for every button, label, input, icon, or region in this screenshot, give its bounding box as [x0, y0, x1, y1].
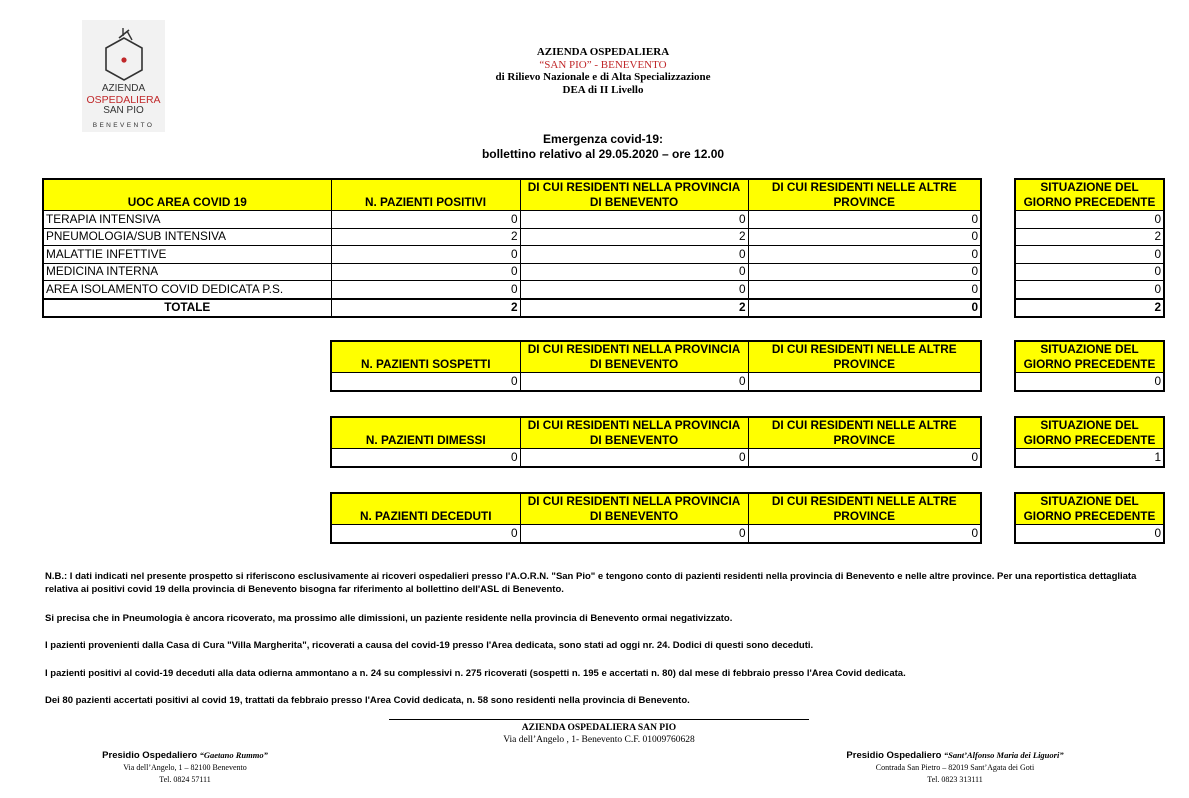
footer-center-title: AZIENDA OSPEDALIERA SAN PIO: [521, 723, 677, 733]
hospital-logo: [82, 20, 165, 132]
cell-bn: 0: [520, 281, 748, 299]
footer-center: [389, 722, 809, 746]
deceduti-table: [330, 492, 982, 544]
table-row: [43, 246, 981, 264]
deceduti-prev-table: [1014, 492, 1165, 544]
footer-left-title: Presidio Ospedaliero: [102, 750, 198, 761]
row-label: MALATTIE INFETTIVE: [43, 246, 331, 264]
cell-prec: 0: [1015, 263, 1164, 281]
header-cell: DI CUI RESIDENTI NELLA PROVINCIA DI BENEVENTO: [520, 341, 748, 373]
sospetti-prev-table: [1014, 340, 1165, 392]
cell-value: 0: [331, 373, 520, 391]
row-label: TERAPIA INTENSIVA: [43, 211, 331, 229]
table-row: [43, 228, 981, 246]
footer-divider: [389, 719, 809, 720]
cell-altre: 0: [748, 246, 981, 264]
logo-text-ospedaliera: OSPEDALIERA: [86, 94, 161, 106]
header-cell: SITUAZIONE DEL GIORNO PRECEDENTE: [1015, 417, 1164, 449]
bulletin-title: [380, 132, 826, 162]
cell-value: 0: [1015, 525, 1164, 543]
header-title: AZIENDA OSPEDALIERA: [536, 46, 670, 58]
table-row: [43, 281, 981, 299]
header-cell: UOC AREA COVID 19: [43, 179, 331, 211]
cell-altre: 0: [748, 228, 981, 246]
table-row: [43, 263, 981, 281]
footer-right-name: “Sant’Alfonso Maria dei Liguori”: [943, 750, 1064, 760]
header-cell: DI CUI RESIDENTI NELLE ALTRE PROVINCE: [748, 417, 981, 449]
cell-positivi: 0: [331, 263, 520, 281]
footer-center-address: Via dell’Angelo , 1- Benevento C.F. 01009760628: [503, 735, 695, 745]
footer-right-tel: Tel. 0823 313111: [927, 775, 983, 784]
footer-right-address: Contrada San Pietro – 82019 Sant’Agata dei Goti: [875, 763, 1035, 772]
row-label: AREA ISOLAMENTO COVID DEDICATA P.S.: [43, 281, 331, 299]
cell-positivi: 0: [331, 281, 520, 299]
header-cell: N. PAZIENTI DECEDUTI: [331, 493, 520, 525]
document-header: [380, 46, 826, 96]
header-line4: DEA di II Livello: [562, 83, 644, 96]
cell-value: 1: [1015, 449, 1164, 467]
row-label: PNEUMOLOGIA/SUB INTENSIVA: [43, 228, 331, 246]
cell-value: 0: [1015, 373, 1164, 391]
header-cell: DI CUI RESIDENTI NELLA PROVINCIA DI BENEVENTO: [520, 493, 748, 525]
cell-value: 0: [331, 525, 520, 543]
footer-left: [60, 749, 310, 786]
cell-bn: 0: [520, 263, 748, 281]
cell-altre: 0: [748, 281, 981, 299]
cell-bn: 0: [520, 246, 748, 264]
header-cell: N. PAZIENTI SOSPETTI: [331, 341, 520, 373]
cell-prec: 2: [1015, 228, 1164, 246]
header-cell: DI CUI RESIDENTI NELLE ALTRE PROVINCE: [748, 493, 981, 525]
header-cell: N. PAZIENTI DIMESSI: [331, 417, 520, 449]
cell-prec: 0: [1015, 246, 1164, 264]
cell-bn: 0: [520, 211, 748, 229]
total-positivi: 2: [331, 299, 520, 318]
header-cell: DI CUI RESIDENTI NELLE ALTRE PROVINCE: [748, 341, 981, 373]
total-prec: 2: [1015, 299, 1164, 318]
cell-altre: 0: [748, 211, 981, 229]
header-subtitle: “SAN PIO” - BENEVENTO: [539, 58, 667, 71]
cell-bn: 2: [520, 228, 748, 246]
header-cell: N. PAZIENTI POSITIVI: [331, 179, 520, 211]
cell-prec: 0: [1015, 281, 1164, 299]
note-paragraph: I pazienti positivi al covid-19 deceduti alla data odierna ammontano a n. 24 su complessivi n. 275 ricoverati (sospetti n. 195 e accertati n. 80) dal mese di febbraio presso l'Area Covid dedicata.: [45, 668, 906, 679]
footer-left-address: Via dell’Angelo, 1 – 82100 Benevento: [123, 763, 247, 772]
cell-value: [748, 373, 981, 391]
footer-left-name: “Gaetano Rummo”: [199, 750, 268, 760]
cell-positivi: 0: [331, 211, 520, 229]
logo-house-icon: [92, 24, 156, 84]
row-label: MEDICINA INTERNA: [43, 263, 331, 281]
main-table: [42, 178, 982, 318]
cell-value: 0: [520, 373, 748, 391]
header-cell: DI CUI RESIDENTI NELLA PROVINCIA DI BENEVENTO: [520, 417, 748, 449]
sospetti-table: [330, 340, 982, 392]
bulletin-line1: Emergenza covid-19:: [542, 132, 664, 146]
header-cell: DI CUI RESIDENTI NELLA PROVINCIA DI BENEVENTO: [520, 179, 748, 211]
cell-positivi: 0: [331, 246, 520, 264]
total-row: [43, 299, 981, 318]
cell-value: 0: [748, 525, 981, 543]
note-paragraph: Dei 80 pazienti accertati positivi al covid 19, trattati da febbraio presso l'Area Covid dedicata, n. 58 sono residenti nella provincia di Benevento.: [45, 695, 690, 706]
main-table-header-row: [43, 179, 981, 211]
dimessi-prev-table: [1014, 416, 1165, 468]
note-paragraph: I pazienti provenienti dalla Casa di Cura "Villa Margherita", ricoverati a causa del covid-19 presso l'Area dedicata, sono stati ad oggi nr. 24. Dodici di questi sono deceduti.: [45, 640, 814, 651]
logo-text-sanpio: SAN PIO: [103, 105, 144, 116]
dimessi-table: [330, 416, 982, 468]
cell-value: 0: [520, 449, 748, 467]
cell-prec: 0: [1015, 211, 1164, 229]
logo-text-benevento: BENEVENTO: [92, 122, 155, 129]
note-paragraph: Si precisa che in Pneumologia è ancora ricoverato, ma prossimo alle dimissioni, un paziente residente nella provincia di Benevento ormai negativizzato.: [45, 613, 733, 624]
cell-altre: 0: [748, 263, 981, 281]
note-paragraph: N.B.: I dati indicati nel presente prospetto si riferiscono esclusivamente ai ricoveri ospedalieri presso l'A.O.R.N. "San Pio" e tengono conto di pazienti residenti nella provincia di Benevento e nelle altre province. Per una reportistica dettagliata relativa ai positivi covid 19 della provincia di Benevento bisogna far riferimento al bollettino dell'ASL di Benevento.: [45, 571, 1137, 595]
total-bn: 2: [520, 299, 748, 318]
cell-value: 0: [331, 449, 520, 467]
footer-right: [810, 749, 1100, 786]
cell-positivi: 2: [331, 228, 520, 246]
total-altre: 0: [748, 299, 981, 318]
header-cell: SITUAZIONE DEL GIORNO PRECEDENTE: [1015, 179, 1164, 211]
header-cell: SITUAZIONE DEL GIORNO PRECEDENTE: [1015, 341, 1164, 373]
table-row: [43, 211, 981, 229]
header-cell: SITUAZIONE DEL GIORNO PRECEDENTE: [1015, 493, 1164, 525]
header-line3: di Rilievo Nazionale e di Alta Specializzazione: [495, 71, 711, 83]
cell-value: 0: [520, 525, 748, 543]
logo-text-azienda: AZIENDA: [101, 83, 146, 94]
footer-right-title: Presidio Ospedaliero: [846, 750, 942, 761]
bulletin-line2: bollettino relativo al 29.05.2020 – ore 12.00: [481, 147, 725, 161]
footer-left-tel: Tel. 0824 57111: [159, 775, 211, 784]
main-table-prev-day: [1014, 178, 1165, 318]
header-cell: DI CUI RESIDENTI NELLE ALTRE PROVINCE: [748, 179, 981, 211]
cell-value: 0: [748, 449, 981, 467]
total-label: TOTALE: [43, 299, 331, 318]
